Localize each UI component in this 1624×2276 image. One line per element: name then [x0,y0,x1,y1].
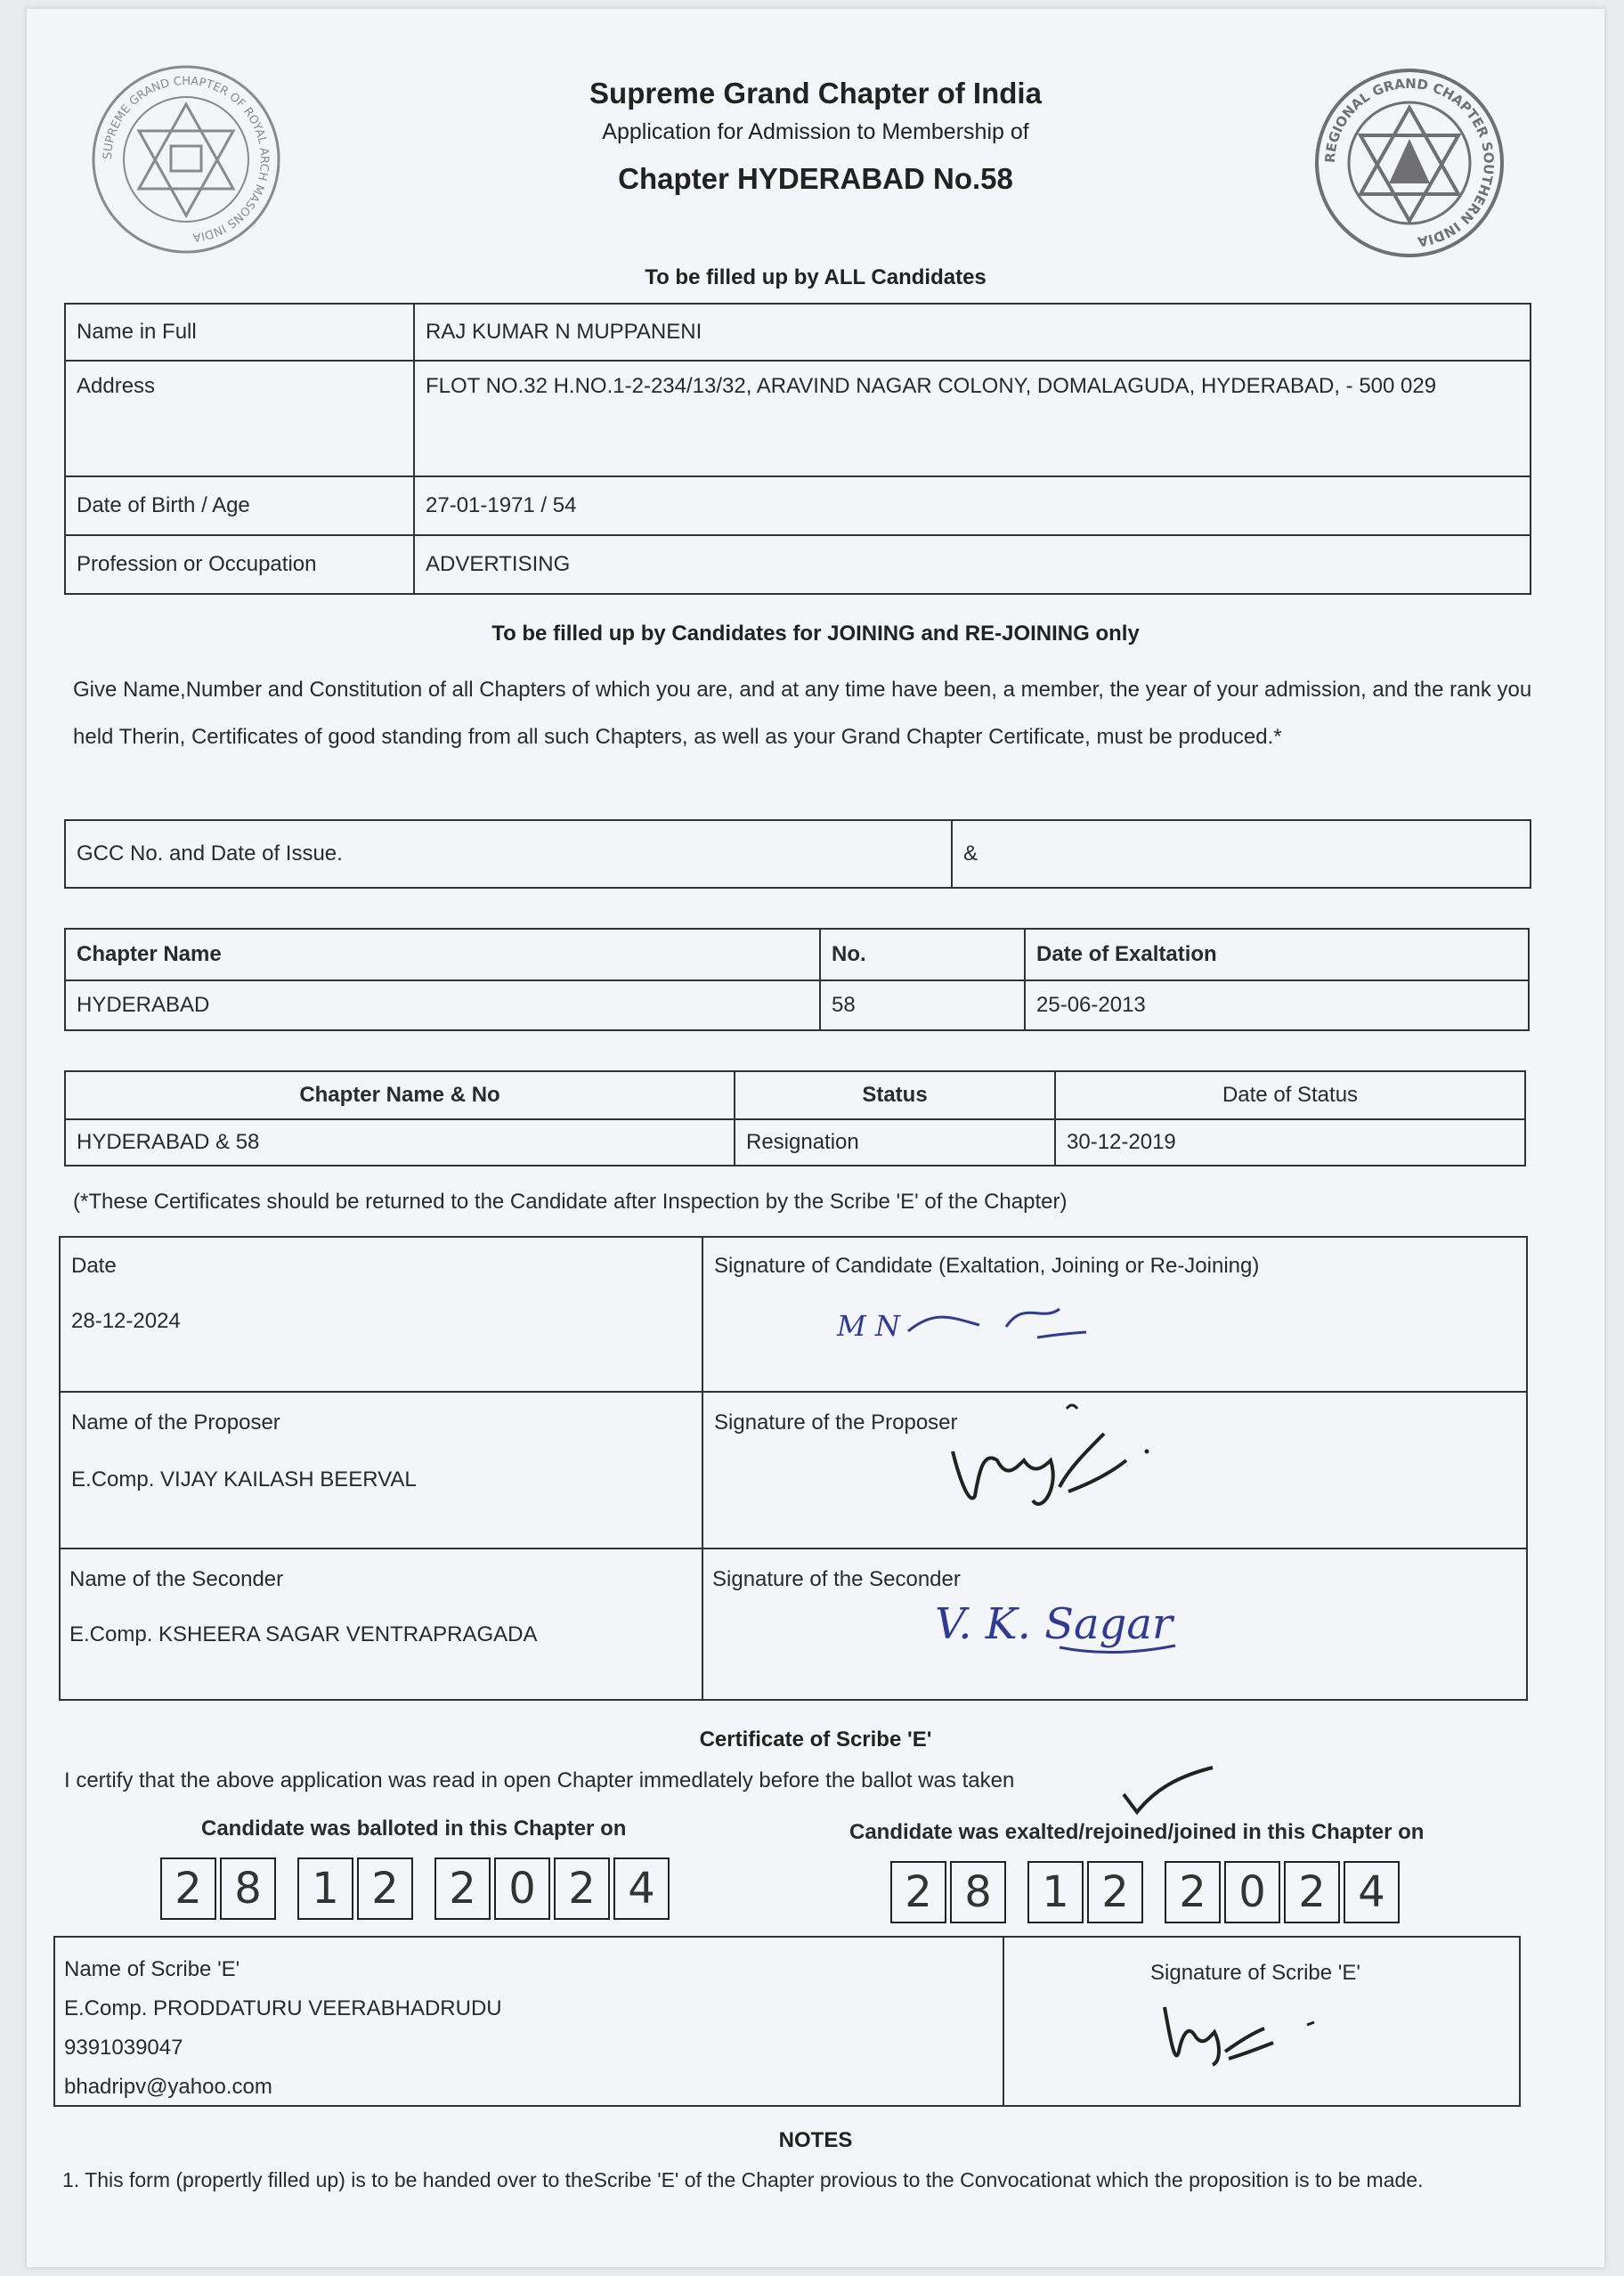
profession-label: Profession or Occupation [65,535,414,594]
name-label: Name in Full [65,304,414,361]
notes-item-1: 1. This form (propertly filled up) is to be handed over to theScribe 'E' of the Chapter provious to the Convocationat which the proposition is to be made. [62,2168,1424,2191]
balloted-label: Candidate was balloted in this Chapter on [201,1817,627,1841]
chapter-no-value: 58 [820,980,1025,1030]
seconder-signature [926,1576,1229,1674]
balloted-year-digit-2: 0 [494,1857,550,1920]
exalted-date-boxes [890,1861,1403,1923]
table-row [65,535,1531,594]
balloted-year-digit-1: 2 [434,1857,491,1920]
section-all-heading: To be filled up by ALL Candidates [645,265,987,289]
chapter-name-value: HYDERABAD [65,980,820,1030]
balloted-day-digit-1: 2 [160,1857,216,1920]
exalted-day-digit-2: 8 [950,1861,1006,1923]
exalted-label: Candidate was exalted/rejoined/joined in this Chapter on [849,1820,1425,1844]
scribe-phone: 9391039047 [64,2036,183,2060]
balloted-day-digit-2: 8 [220,1857,276,1920]
gcc-value: & [952,820,1531,888]
date-label: Date [71,1254,117,1278]
exaltation-date-value: 25-06-2013 [1025,980,1529,1030]
table-row [65,361,1531,476]
gcc-label: GCC No. and Date of Issue. [65,820,952,888]
header-no: No. [820,929,1025,980]
proposer-signature [935,1398,1166,1523]
date-value: 28-12-2024 [71,1309,181,1333]
proposer-value: E.Comp. VIJAY KAILASH BEERVAL [71,1467,417,1492]
exalted-year-digit-1: 2 [1165,1861,1221,1923]
seconder-signature-label: Signature of the Seconder [712,1567,961,1591]
exalted-year-digit-2: 0 [1224,1861,1280,1923]
candidate-signature-initials: M N [837,1309,900,1343]
certificates-note: (*These Certificates should be returned to the Candidate after Inspection by the Scribe 'E' of the Chapter) [73,1190,1068,1214]
proposer-signature-label: Signature of the Proposer [714,1410,958,1435]
status-date-value: 30-12-2019 [1055,1119,1525,1166]
candidate-signature [828,1282,1149,1353]
address-label: Address [65,361,414,476]
table-row [65,1119,1525,1166]
proposer-label: Name of the Proposer [71,1410,280,1435]
table-row [65,1071,1525,1119]
seconder-value: E.Comp. KSHEERA SAGAR VENTRAPRAGADA [69,1622,538,1646]
balloted-year-digit-4: 4 [613,1857,670,1920]
exalted-month-digit-2: 2 [1087,1861,1143,1923]
notes-heading: NOTES [778,2128,853,2152]
exalted-year-digit-4: 4 [1344,1861,1400,1923]
profession-value: ADVERTISING [414,535,1531,594]
table-row [65,304,1531,361]
chapter-exaltation-table [64,928,1530,1031]
checkmark-icon [1115,1763,1222,1817]
balloted-date-boxes [160,1857,673,1920]
balloted-year-digit-3: 2 [554,1857,610,1920]
joining-instructions: Give Name,Number and Constitution of all Chapters of which you are, and at any time have been, a member, the year of your admission, and the rank you held Therin, Certificates of good standing from all such Chapters, as well as your Grand Chapter Certificate, must be produced.* [73,678,1532,749]
form-subtitle: Application for Admission to Membership of [602,119,1029,144]
scribe-name-value: E.Comp. PRODDATURU VEERABHADRUDU [64,1996,502,2020]
section-joining-heading: To be filled up by Candidates for JOINING and RE-JOINING only [491,622,1140,646]
table-row [65,980,1529,1030]
seconder-label: Name of the Seconder [69,1567,284,1591]
header-chapter-name-no: Chapter Name & No [65,1071,735,1119]
header-date-status: Date of Status [1055,1071,1525,1119]
org-title: Supreme Grand Chapter of India [589,77,1042,110]
dob-value: 27-01-1971 / 54 [414,476,1531,535]
table-row [65,476,1531,535]
table-row [65,929,1529,980]
name-value: RAJ KUMAR N MUPPANENI [414,304,1531,361]
header-chapter-name: Chapter Name [65,929,820,980]
dob-label: Date of Birth / Age [65,476,414,535]
header-date-exaltation: Date of Exaltation [1025,929,1529,980]
exalted-year-digit-3: 2 [1284,1861,1340,1923]
gcc-table [64,819,1531,889]
exalted-day-digit-1: 2 [890,1861,946,1923]
scribe-email: bhadripv@yahoo.com [64,2075,272,2099]
balloted-month-digit-1: 1 [297,1857,353,1920]
chapter-title: Chapter HYDERABAD No.58 [618,162,1013,195]
exalted-month-digit-1: 1 [1027,1861,1084,1923]
balloted-month-digit-2: 2 [357,1857,413,1920]
status-value: Resignation [735,1119,1055,1166]
address-value: FLOT NO.32 H.NO.1-2-234/13/32, ARAVIND NAGAR COLONY, DOMALAGUDA, HYDERABAD, - 500 029 [414,361,1531,476]
scribe-signature [1140,1980,1336,2078]
right-seal-text: REGIONAL GRAND CHAPTER SOUTHERN INDIA [1321,75,1498,250]
chapter-status-table [64,1070,1526,1166]
scribe-certificate-heading: Certificate of Scribe 'E' [699,1727,932,1752]
header-status: Status [735,1071,1055,1119]
scribe-name-label: Name of Scribe 'E' [64,1957,240,1981]
table-row [65,820,1531,888]
application-form [27,9,1604,2267]
seconder-signature-text: V. K. Sagar [935,1599,1173,1649]
candidate-details-table [64,303,1531,595]
left-seal-text: SUPREME GRAND CHAPTER OF ROYAL ARCH MASONS INDIA [101,74,272,244]
scribe-signature-label: Signature of Scribe 'E' [1150,1961,1360,1985]
candidate-signature-label: Signature of Candidate (Exaltation, Joining or Re-Joining) [714,1254,1260,1278]
scribe-certificate-statement: I certify that the above application was read in open Chapter immedlately before the ballot was taken [64,1768,1015,1792]
status-chapter-value: HYDERABAD & 58 [65,1119,735,1166]
